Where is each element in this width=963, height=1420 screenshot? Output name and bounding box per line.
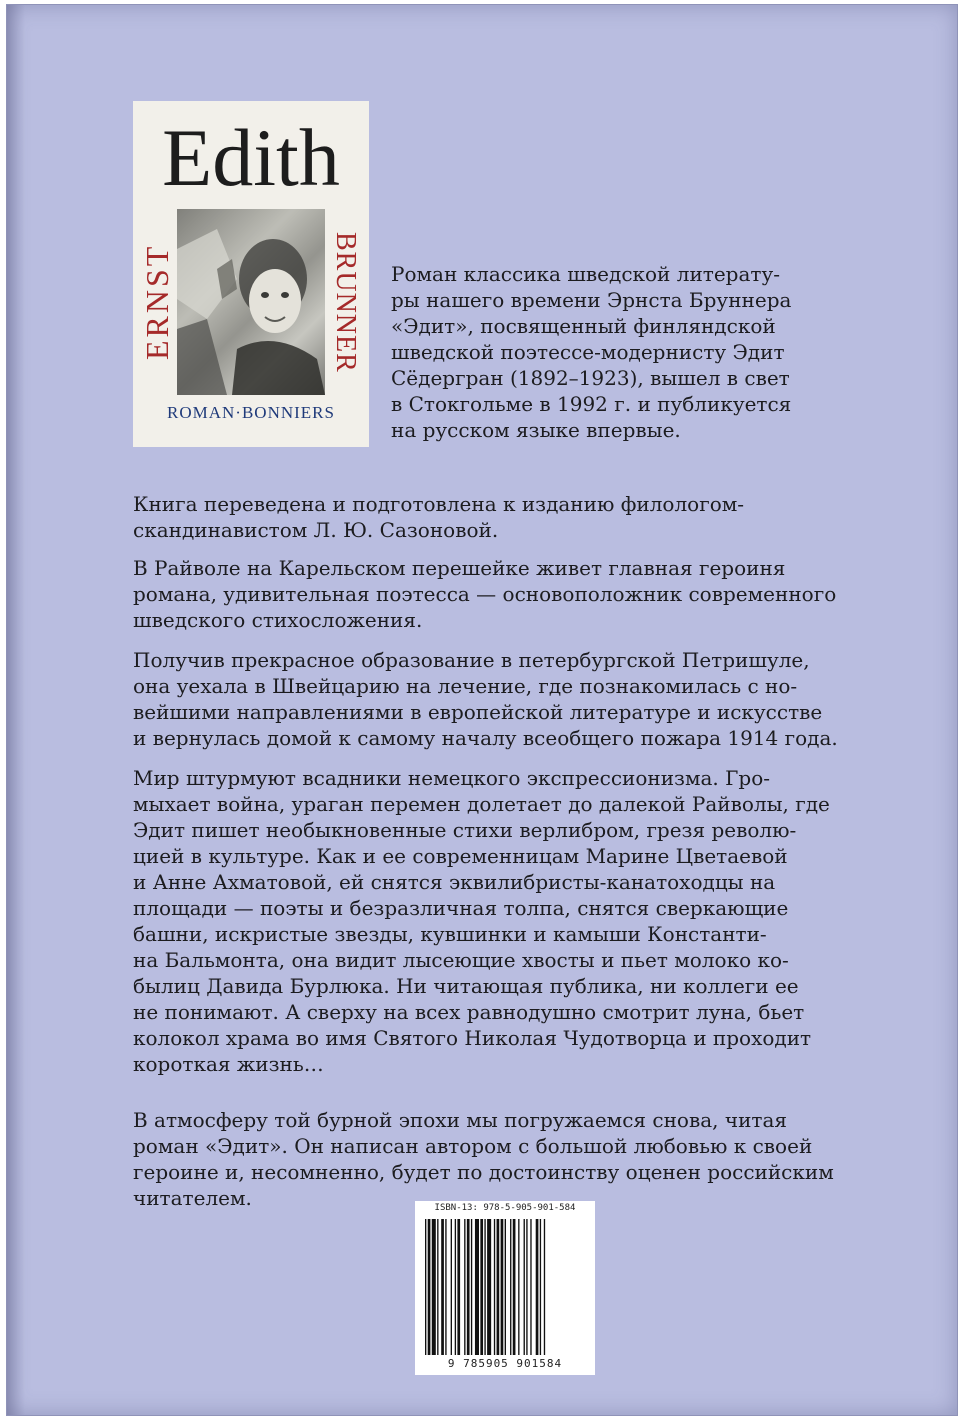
text-line: ры нашего времени Эрнста Бруннера [391,288,792,312]
text-line: и Анне Ахматовой, ей снятся эквилибристы-канатоходцы на [133,870,776,894]
text-line: она уехала в Швейцарию на лечение, где познакомилась с но- [133,674,798,698]
thumbnail-title: Edith [162,112,340,203]
text-line: вейшими направлениями в европейской литературе и искусстве [133,700,823,724]
annotation-translator [133,491,843,543]
spine-shadow [7,5,25,1415]
text-line: мыхает война, ураган перемен долетает до далекой Райволы, где [133,792,830,816]
text-line: «Эдит», посвященный финляндской [391,314,776,338]
text-line: читателем. [133,1186,252,1210]
text-line: романа, удивительная поэтесса — основоположник современного [133,582,837,606]
text-line: скандинавистом Л. Ю. Сазоновой. [133,518,499,542]
text-line: Книга переведена и подготовлена к изданию филологом- [133,492,745,516]
text-line: В Райволе на Карельском перешейке живет главная героиня [133,556,786,580]
annotation-world [133,765,843,1077]
text-line: героине и, несомненно, будет по достоинству оценен российским [133,1160,834,1184]
text-line: шведского стихосложения. [133,608,423,632]
text-line: Роман классика шведской литерату- [391,262,780,286]
text-line: короткая жизнь… [133,1052,324,1076]
text-line: В атмосферу той бурной эпохи мы погружаемся снова, читая [133,1108,788,1132]
text-line: Получив прекрасное образование в петербургской Петришуле, [133,648,810,672]
text-line: роман «Эдит». Он написан автором с большой любовью к своей [133,1134,813,1158]
author-portrait-photo [177,209,325,395]
annotation-conclusion [133,1107,843,1211]
text-line: шведской поэтессе-модернисту Эдит [391,340,785,364]
text-line: Эдит пишет необыкновенные стихи верлибром, грезя револю- [133,818,797,842]
annotation-intro [391,261,843,443]
text-line: не понимают. А сверху на всех равнодушно смотрит луна, бьет [133,1000,805,1024]
thumbnail-author-last-name: BRUNNER [330,231,361,373]
text-line: на Бальмонта, она видит лысеющие хвосты и пьет молоко ко- [133,948,789,972]
text-line: площади — поэты и безразличная толпа, снятся сверкающие [133,896,789,920]
text-line: былиц Давида Бурлюка. Ни читающая публика, ни коллеги ее [133,974,799,998]
thumbnail-author-first-name: ERNST [139,243,175,361]
isbn-label: ISBN-13: 978-5-905-901-584 [434,1203,576,1213]
text-line: на русском языке впервые. [391,418,681,442]
thumbnail-publisher: ROMAN·BONNIERS [167,403,335,422]
text-line: башни, искристые звезды, кувшинки и камыши Константи- [133,922,767,946]
text-line: цией в культуре. Как и ее современницам Марине Цветаевой [133,844,788,868]
text-line: в Стокгольме в 1992 г. и публикуется [391,392,792,416]
book-back-cover [6,4,958,1416]
text-line: Сёдергран (1892–1923), вышел в свет [391,366,790,390]
isbn-barcode [415,1201,595,1375]
barcode-digits: 9 785905 901584 [447,1357,563,1370]
front-cover-thumbnail [133,101,369,447]
text-line: колокол храма во имя Святого Николая Чудотворца и проходит [133,1026,812,1050]
annotation-education [133,647,843,751]
text-line: и вернулась домой к самому началу всеобщего пожара 1914 года. [133,726,838,750]
text-line: Мир штурмуют всадники немецкого экспрессионизма. Гро- [133,766,770,790]
barcode-bars [423,1219,587,1355]
annotation-heroine [133,555,843,633]
